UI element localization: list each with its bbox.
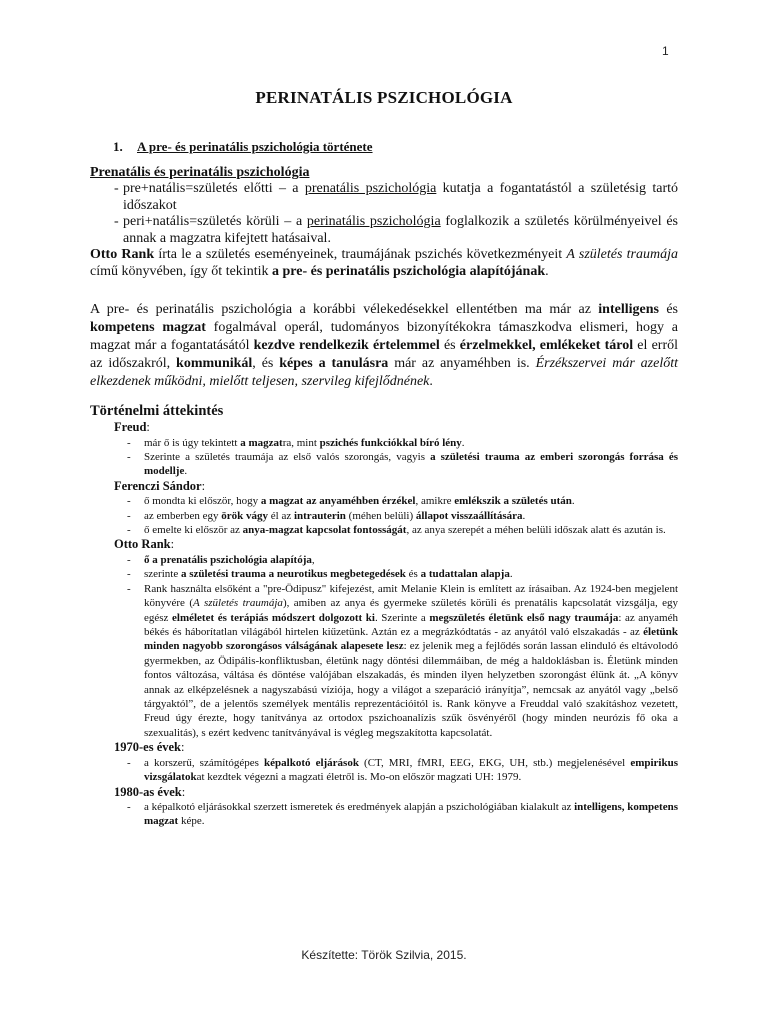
- dash-bullet: -: [127, 756, 131, 769]
- list-item: - ő mondta ki először, hogy a magzat az anyaméhben érzékel, amikre emlékszik a születés után.: [127, 495, 575, 508]
- dash-bullet: -: [127, 509, 131, 522]
- list-item: - a korszerű, számítógépes képalkotó eljárások (CT, MRI, fMRI, EEG, EKG, UH, stb.) megjelenésével empirikus vizsgálatokat kezdtek végezni a magzati életről is. Mo-on először magzati UH: 1979.: [127, 756, 678, 784]
- list-item: - peri+natális=születés körüli – a perinatális pszichológia foglalkozik a születés körülményeivel és annak a magzatra kifejtett hatásaival.: [114, 214, 678, 246]
- dash-bullet: -: [127, 450, 131, 463]
- section-heading-1: [113, 139, 373, 155]
- label-otto-rank: Otto Rank:: [114, 537, 175, 552]
- list-item: - a képalkotó eljárásokkal szerzett ismeretek és eredmények alapján a pszichológiában kialakult az intelligens, kompetens magzat képe.: [127, 801, 678, 828]
- history-heading: Történelmi áttekintés: [90, 403, 224, 419]
- section-number: 1.: [113, 139, 123, 154]
- paragraph-intelligent-fetus: A pre- és perinatális pszichológia a korábbi vélekedésekkel ellentétben ma már az intelligens és kompetens magzat fogalmával operál, tudományos bizonyítékokra támaszkodva elismeri, hogy a magzat már a fogantatásától kezdve rendelkezik értelemmel és érzelmekkel, emlékeket tárol el erről az időszakról, kommunikál, és képes a tanulásra már az anyaméhben is. Érzékszervei már azelőtt elkezdenek működni, mielőtt teljesen, szervileg kifejlődnének.: [90, 302, 678, 389]
- list-item: - ő emelte ki először az anya-magzat kapcsolat fontosságát, az anya szerepét a méhen belüli időszak alatt és azután is.: [127, 524, 666, 537]
- dash-bullet: -: [127, 582, 131, 595]
- dash-bullet: -: [127, 495, 131, 508]
- history-section: [90, 403, 678, 829]
- list-item: - Szerinte a születés traumája az első valós szorongás, vagyis a születési trauma az emberi szorongás forrása és modellje.: [127, 450, 678, 478]
- document-title: PERINATÁLIS PSZICHOLÓGIA: [255, 88, 513, 107]
- list-item: - az emberben egy örök vágy él az intrauterin (méhen belüli) állapot visszaállítására.: [127, 509, 526, 522]
- list-item: - Rank használta elsőként a "pre-Ödipusz" kifejezést, amit Melanie Klein is említett az írásaiban. Az 1924-ben megjelent könyvére (A születés traumája), amiben az anya és gyermeke születés körüli és prenatális kapcsolatát vizsgálja, egy egész elméletet és terápiás módszert dolgozott ki. Szerinte a megszületés életünk első nagy traumája: az anyaméh békés és háborítatlan világából hirtelen kiűzetünk. Aztán ez a megrázkódtatás - az anyától való elszakadás - az életünk minden nagyobb szorongásos válságának alapesete lesz: ez jelenik meg a fejlődés során lassan elinduló és eltávolodó gyermekben, az Ödipális-konfliktusban, életünk nagy döntési dilemmáiban, de még a haldoklásban is. Életünk minden fontos változása, váltása és döntése valójában elszakadás, és minden ilyen helyzetben szorongást élünk át. „A könyv annak az elképzelésnek a nagyszabású víziója, hogy a világot a szeparáció irányítja”, nemcsak az anyától vagy „belső tárgyaktól”, de a jelentős személyek mentális reprezentációitól is. Rank könyve a Freuddal való szakításhoz vezetett, Freud úgy érezte, hogy tanítványa az ortodox pszichoanalízis szűk ösvényéről (hogy minden neurózis fő oka a szexualitás), s ezért kedvenc tanítványával is végleg megszakította kapcsolatát.: [127, 582, 679, 739]
- dash-bullet: -: [127, 801, 131, 814]
- paragraph-rank: Otto Rank írta le a születés eseményeinek, traumájának pszichés következményeit A születés traumája című könyvében, így őt tekintik a pre- és perinatális pszichológia alapítójának.: [90, 247, 678, 279]
- sub-section-prenatal: [90, 165, 678, 280]
- dash-bullet: -: [127, 524, 131, 537]
- list-item: - ő a prenatális pszichológia alapítója,: [127, 553, 315, 566]
- list-item: - szerinte a születési trauma a neurotikus megbetegedések és a tudattalan alapja.: [127, 568, 513, 581]
- dash-bullet: -: [127, 553, 131, 566]
- label-1980s: 1980-as évek:: [114, 784, 186, 799]
- page-number: 1: [662, 44, 669, 58]
- dash-bullet: -: [114, 181, 119, 196]
- page-footer: Készítette: Török Szilvia, 2015.: [301, 948, 467, 962]
- dash-bullet: -: [127, 436, 131, 449]
- label-1970s: 1970-es évek:: [114, 740, 185, 755]
- dash-bullet: -: [114, 214, 119, 229]
- label-ferenczi: Ferenczi Sándor:: [114, 478, 206, 493]
- sub-heading-prenatal: Prenatális és perinatális pszichológia: [90, 165, 310, 180]
- list-item: - már ő is úgy tekintett a magzatra, mint pszichés funkciókkal bíró lény.: [127, 436, 465, 449]
- dash-bullet: -: [127, 568, 131, 581]
- section-title: A pre- és perinatális pszichológia története: [137, 139, 373, 154]
- label-freud: Freud:: [114, 420, 150, 434]
- list-item: - pre+natális=születés előtti – a prenatális pszichológia kutatja a fogantatástól a születésig tartó időszakot: [114, 181, 679, 213]
